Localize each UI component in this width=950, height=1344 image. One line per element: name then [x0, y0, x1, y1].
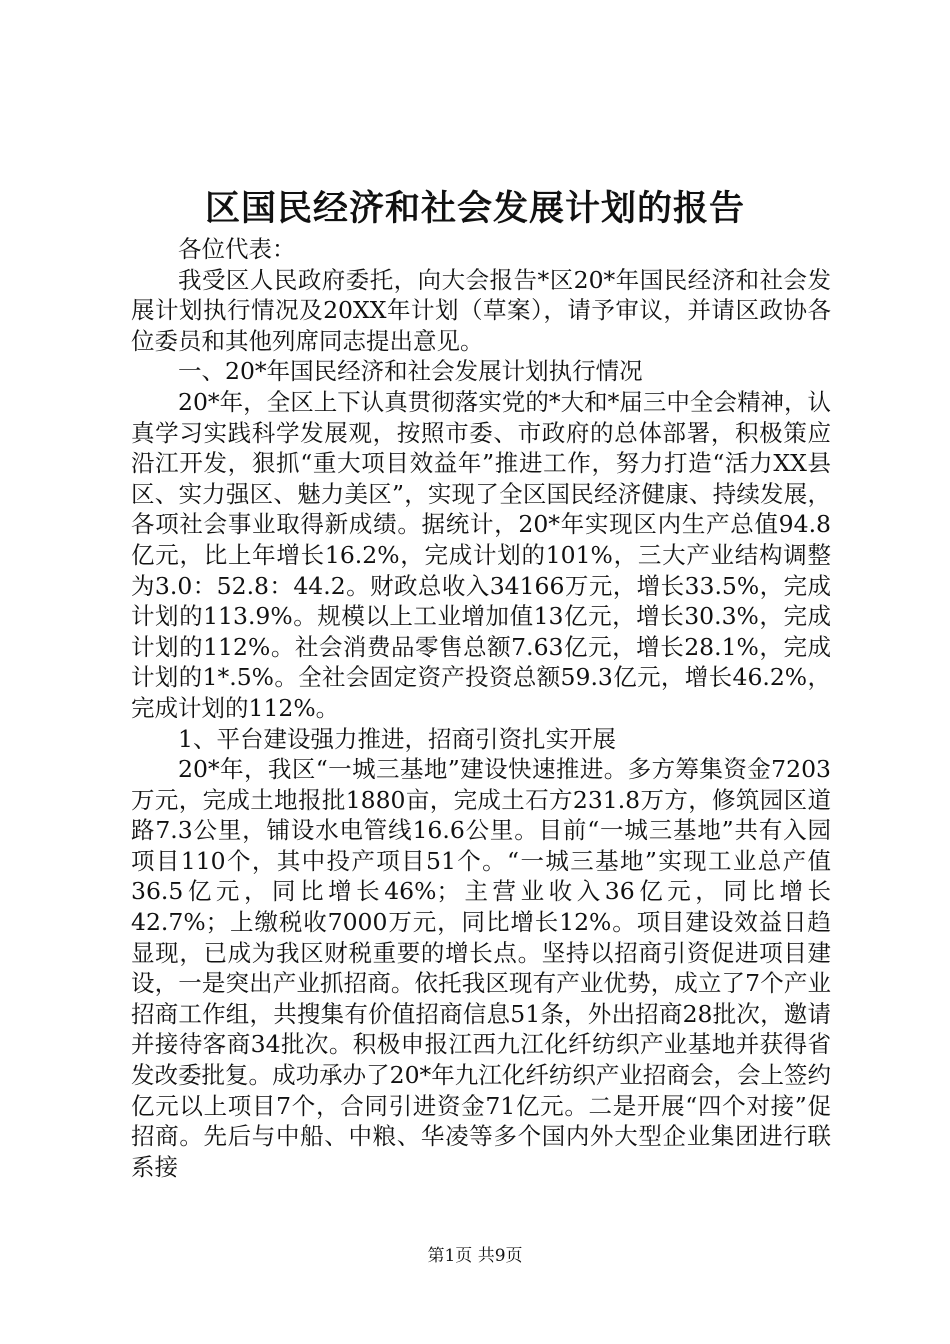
document-title: 区国民经济和社会发展计划的报告	[204, 188, 745, 229]
section-heading: 一、20*年国民经济和社会发展计划执行情况	[178, 357, 643, 386]
salutation: 各位代表：	[178, 235, 296, 263]
intro-paragraph: 我受区人民政府委托，向大会报告*区20*年国民经济和社会发展计划执行情况及20XX年计划（草案），请予审议，并请区政协各位委员和其他列席同志提出意见。	[131, 265, 831, 355]
subsection-heading: 1、平台建设强力推进，招商引资扎实开展	[178, 724, 616, 753]
summary-paragraph: 20*年，全区上下认真贯彻落实党的*大和*届三中全会精神，认真学习实践科学发展观，按照市委、市政府的总体部署，积极策应沿江开发，狠抓“重大项目效益年”推进工作，努力打造“活力XX县区、实力强区、魅力美区”，实现了全区国民经济健康、持续发展，各项社会事业取得新成绩。据统计，20*年实现区内生产总值94.8亿元，比上年增长16.2%，完成计划的101%，三大产业结构调整为3.0：52.8：44.2。财政总收入34166万元，增长33.5%，完成计划的113.9%。规模以上工业增加值13亿元，增长30.3%，完成计划的112%。社会消费品零售总额7.63亿元，增长28.1%，完成计划的1*.5%。全社会固定资产投资总额59.3亿元，增长46.2%，完成计划的112%。	[131, 387, 831, 722]
platform-paragraph: 20*年，我区“一城三基地”建设快速推进。多方筹集资金7203万元，完成土地报批1880亩，完成土石方231.8万方，修筑园区道路7.3公里，铺设水电管线16.6公里。目前“一城三基地”共有入园项目110个，其中投产项目51个。“一城三基地”实现工业总产值36.5亿元，同比增长46%；主营业收入36亿元，同比增长42.7%；上缴税收7000万元，同比增长12%。项目建设效益日趋显现，已成为我区财税重要的增长点。坚持以招商引资促进项目建设，一是突出产业抓招商。依托我区现有产业优势，成立了7个产业招商工作组，共搜集有价值招商信息51条，外出招商28批次，邀请并接待客商34批次。积极申报江西九江化纤纺织产业基地并获得省发改委批复。成功承办了20*年九江化纤纺织产业招商会，会上签约亿元以上项目7个，合同引进资金71亿元。二是开展“四个对接”促招商。先后与中船、中粮、华凌等多个国内外大型企业集团进行联系接	[131, 755, 831, 1181]
page-number: 第1页 共9页	[427, 1246, 523, 1266]
document-body	[131, 234, 831, 1182]
